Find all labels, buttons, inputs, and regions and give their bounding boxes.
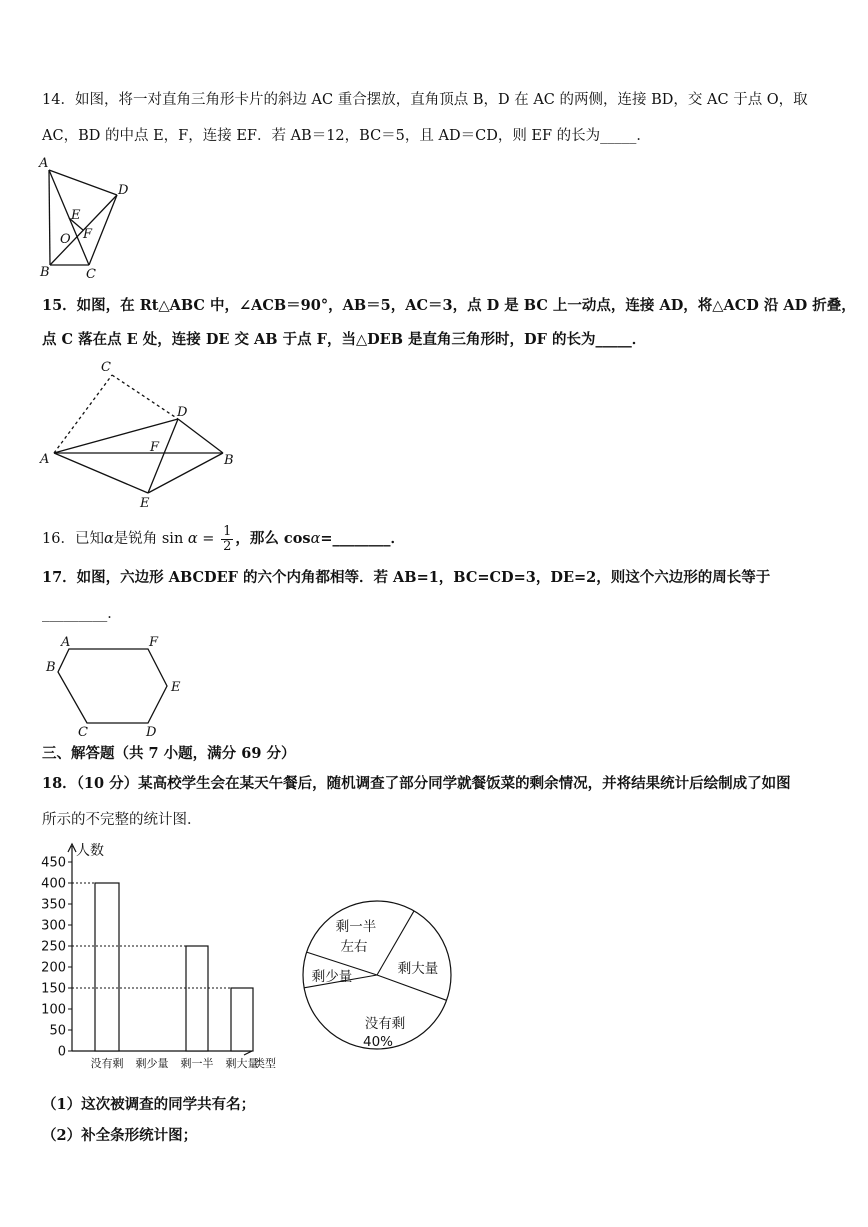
pie-slice-label: 左右 <box>340 939 368 955</box>
y-tick-label: 350 <box>41 897 66 913</box>
q16-sin: sin <box>161 531 184 547</box>
q15-line2: 点 C 落在点 E 处，连接 DE 交 AB 于点 F，当△DEB 是直角三角形时，DF 的长为_____． <box>42 331 647 348</box>
q16-alpha-3: α <box>310 531 321 547</box>
q17-label-c: C <box>78 725 88 740</box>
pie-slice-label: 剩少量 <box>311 969 353 985</box>
q17-label-f: F <box>149 635 159 650</box>
y-tick-label: 400 <box>41 876 66 892</box>
q14-label-d: D <box>118 183 129 198</box>
x-tick-label: 剩少量 <box>135 1057 169 1070</box>
pie-slice-label: 剩大量 <box>397 961 439 977</box>
q18-line2: 所示的不完整的统计图． <box>42 812 202 828</box>
q16-alpha: α <box>103 531 114 547</box>
q16-comma: ，那么 cos <box>235 530 311 547</box>
q17-label-e: E <box>171 680 181 695</box>
y-tick-label: 150 <box>41 981 66 997</box>
pie-chart <box>290 875 465 1070</box>
q16-mid: 是锐角 <box>113 531 158 547</box>
q14-label-b: B <box>40 265 50 280</box>
x-tick-label: 剩大量 <box>225 1057 259 1070</box>
q16-fraction <box>221 525 233 554</box>
q16-line <box>42 522 405 556</box>
x-tick-label: 剩一半 <box>180 1057 214 1070</box>
section-title: 三、解答题（共 7 小题，满分 69 分） <box>42 745 296 762</box>
y-tick-label: 250 <box>41 939 66 955</box>
q14-label-a: A <box>39 156 49 171</box>
q17-line1: 17．如图，六边形 ABCDEF 的六个内角都相等．若 AB=1，BC=CD=3，DE=2，则这个六边形的周长等于 <box>42 569 771 586</box>
q16-eq: = <box>202 531 215 547</box>
q16-suffix: =________． <box>320 530 406 547</box>
pie-slice-label: 剩一半 <box>335 919 377 935</box>
q17-figure <box>36 632 196 742</box>
q17-line2: _________． <box>42 606 122 622</box>
q18-sub2: （2）补全条形统计图； <box>42 1127 198 1144</box>
q16-denominator: 2 <box>223 538 232 554</box>
q14-label-c: C <box>86 267 96 282</box>
q14-label-f: F <box>83 227 93 242</box>
q14-line1: 14．如图，将一对直角三角形卡片的斜边 AC 重合摆放，直角顶点 B，D 在 AC 的两侧，连接 BD，交 AC 于点 O，取 <box>42 92 808 108</box>
bar <box>186 946 208 1051</box>
pie-slice-label: 40% <box>362 1034 394 1050</box>
y-axis-label: 人数 <box>76 843 104 859</box>
pie-slice-label: 没有剩 <box>364 1016 406 1032</box>
q14-label-o: O <box>60 232 71 247</box>
y-tick-label: 50 <box>49 1023 66 1039</box>
q15-line1: 15．如图，在 Rt△ABC 中，∠ACB＝90°，AB＝5，AC＝3，点 D 是 BC 上一动点，连接 AD，将△ACD 沿 AD 折叠， <box>42 297 856 314</box>
q15-label-f: F <box>150 440 160 455</box>
q15-label-c: C <box>101 360 111 375</box>
q15-figure <box>36 355 246 515</box>
q16-prefix: 16．已知 <box>42 531 104 547</box>
y-tick-label: 300 <box>41 918 66 934</box>
bar-chart <box>30 838 290 1078</box>
q15-label-d: D <box>177 405 188 420</box>
y-tick-label: 0 <box>57 1044 66 1060</box>
q16-alpha-2: α <box>187 531 198 547</box>
y-tick-label: 200 <box>41 960 66 976</box>
q18-line1: 18．（10 分）某高校学生会在某天午餐后，随机调查了部分同学就餐饭菜的剩余情况，并将结果统计后绘制成了如图 <box>42 775 791 792</box>
bar <box>95 883 119 1051</box>
y-tick-label: 450 <box>41 855 66 871</box>
q17-label-b: B <box>46 660 56 675</box>
q17-label-a: A <box>61 635 71 650</box>
q17-label-d: D <box>146 725 157 740</box>
q14-figure <box>36 152 136 282</box>
q14-line2: AC，BD 的中点 E，F，连接 EF．若 AB＝12，BC＝5，且 AD＝CD，则 EF 的长为_____． <box>42 128 651 144</box>
x-tick-label: 没有剩 <box>90 1057 124 1070</box>
q16-numerator: 1 <box>223 523 232 539</box>
y-tick-label: 100 <box>41 1002 66 1018</box>
bar <box>231 988 253 1051</box>
q14-label-e: E <box>71 208 81 223</box>
q15-label-b: B <box>224 453 234 468</box>
q15-label-e: E <box>140 496 150 511</box>
q15-label-a: A <box>40 452 50 467</box>
x-axis-label: 类型 <box>254 1057 276 1070</box>
q18-sub1: （1）这次被调查的同学共有名； <box>42 1096 256 1113</box>
